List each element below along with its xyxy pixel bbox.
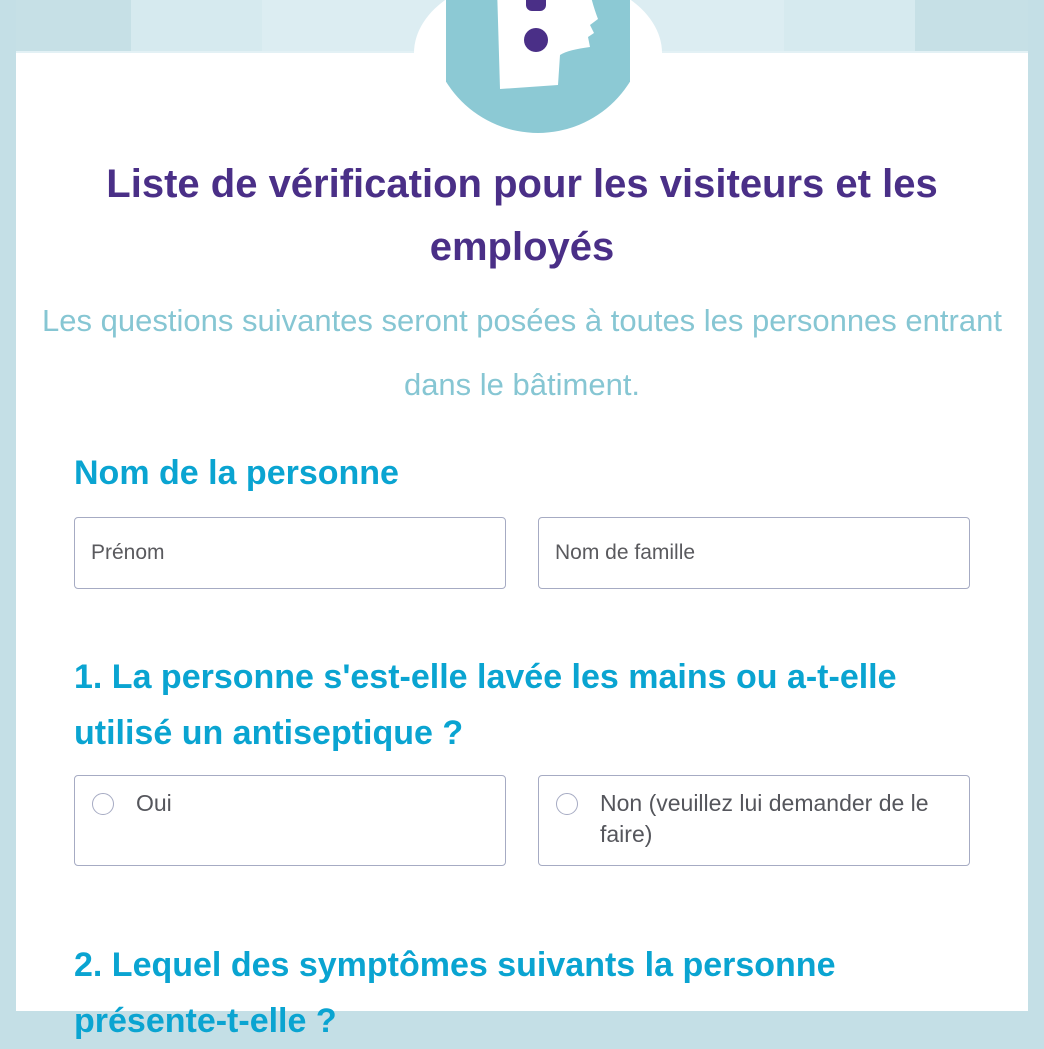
radio-icon[interactable] [556, 793, 578, 815]
question-2-label: 2. Lequel des symptômes suivants la personne présente-t-elle ? [74, 946, 836, 1040]
head-exclamation-icon [446, 0, 630, 133]
last-name-input[interactable] [539, 518, 969, 588]
person-name-label: Nom de la personne [74, 454, 399, 492]
form-card [16, 53, 1028, 1040]
last-name-field[interactable] [538, 517, 970, 589]
question-1-label: 1. La personne s'est-elle lavée les mains ou a-t-elle utilisé un antiseptique ? [74, 658, 897, 752]
form-title: Liste de vérification pour les visiteurs et les employés [106, 162, 938, 269]
option-non[interactable] [538, 775, 970, 866]
option-oui[interactable] [74, 775, 506, 866]
first-name-input[interactable] [75, 518, 505, 588]
option-label: Oui [136, 790, 172, 816]
form-subtitle: Les questions suivantes seront posées à toutes les personnes entrant dans le bâtiment. [42, 303, 1002, 402]
option-label: Non (veuillez lui demander de le faire) [600, 790, 929, 847]
radio-icon[interactable] [92, 793, 114, 815]
first-name-field[interactable] [74, 517, 506, 589]
